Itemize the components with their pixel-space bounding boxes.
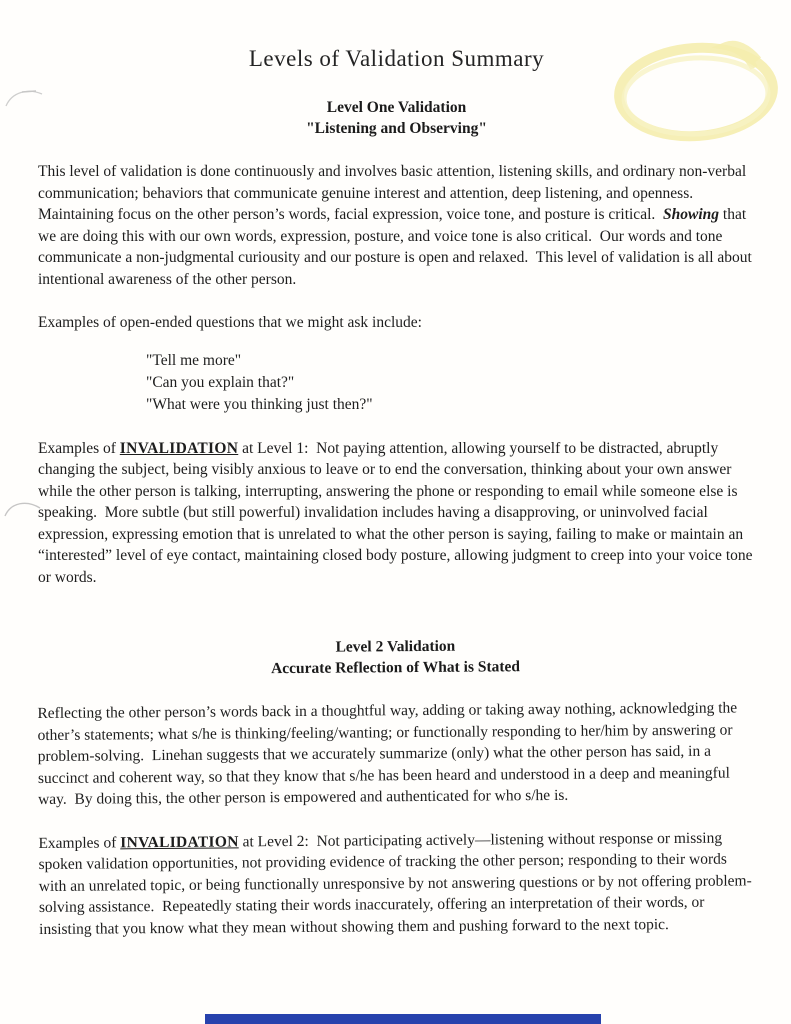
- level-one-paragraph: [38, 161, 755, 290]
- open-ended-question-list: [146, 350, 755, 416]
- level-two-heading-line2: Accurate Reflection of What is Stated: [271, 657, 521, 677]
- page-title: Levels of Validation Summary: [248, 46, 545, 71]
- invalidation-rest-1: at Level 1: Not paying attention, allowing yourself to be distracted, abruptly changing the subject, being visibly anxious to leave or to end the conversation, thinking about your own answer while the other person is talking, interrupting, answering the phone or responding to email while someone else is speaking. More subtle (but still powerful) invalidation includes having a disapproving, or uninvolved facial expression, expressing emotion that is unrelated to what the other person is saying, failing to make or maintain an “interested” level of eye contact, maintaining closed body posture, allowing judgment to creep into your voice tone or words.: [38, 439, 757, 586]
- level-one-paragraph-start: This level of validation is done continuously and involves basic attention, listening skills, and ordinary non-verbal communication; behaviors that communicate genuine interest and attention, deep listening, and openness. Maintaining focus on the other person’s words, facial expression, voice tone, and posture is critical.: [38, 163, 751, 223]
- level-two-invalidation-paragraph: [38, 826, 756, 939]
- level-two-paragraph: Reflecting the other person’s words back in a thoughtful way, adding or taking away nothing, acknowledging the other’s statements; what s/he is thinking/feeling/wanting; or functionally responding to her/him by answering or problem-solving. Linehan suggests that we accurately summarize (only) what the other person has said, in a succinct and coherent way, so that they know that s/he has been heard and understood in a deep and meaningful way. By doing this, the other person is empowered and authenticated for who s/he is.: [37, 698, 742, 808]
- invalidation-keyword-1: INVALIDATION: [119, 439, 239, 457]
- level-two-heading: [37, 633, 754, 681]
- question-quote-2: "Can you explain that?": [146, 373, 295, 391]
- invalidation-rest-2: at Level 2: Not participating actively—listening without response or missing spoken validation opportunities, not providing evidence of tracking the other person; responding to their words with an unrelated topic, or being functionally unresponsive by not answering questions or by not offering problem-solving assistance. Repeatedly stating their words inaccurately, offering an interpretation of their words, or insisting that you know what they mean without showing them and pushing forward to the next topic.: [38, 828, 752, 937]
- bottom-blue-bar: [205, 1014, 601, 1024]
- level-one-heading-line2: "Listening and Observing": [306, 120, 487, 137]
- level-two-heading-line1: Level 2 Validation: [335, 637, 456, 656]
- open-ended-questions-intro: Examples of open-ended questions that we might ask include:: [38, 314, 422, 331]
- level-one-paragraph-end: that we are doing this with our own words, expression, posture, and voice tone is also critical. Our words and tone communicate a non-judgmental curiousity and our posture is open and relaxed. This level of validation is all about intentional awareness of the other person.: [38, 206, 756, 288]
- level-two-section: [37, 633, 756, 940]
- level-one-invalidation-paragraph: [38, 438, 755, 589]
- question-quote-1: "Tell me more": [146, 351, 242, 369]
- invalidation-keyword-2: INVALIDATION: [120, 832, 239, 851]
- showing-emphasis: Showing: [663, 206, 720, 223]
- level-one-heading-line1: Level One Validation: [326, 99, 467, 116]
- question-quote-3: "What were you thinking just then?": [146, 395, 373, 413]
- level-one-heading: [38, 97, 755, 139]
- invalidation-prefix-1: Examples of: [38, 439, 120, 457]
- invalidation-prefix-2: Examples of: [38, 833, 121, 851]
